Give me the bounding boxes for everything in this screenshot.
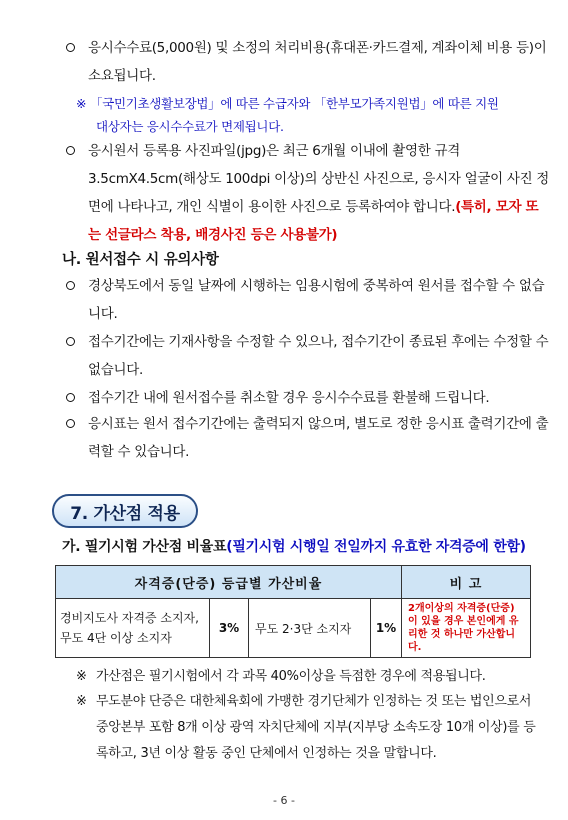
subsection-ga-title: 가. 필기시험 가산점 비율표 — [62, 539, 227, 555]
bonus-rate-table — [55, 565, 531, 658]
reference-mark-icon: ※ — [76, 694, 87, 709]
photo-bullet — [66, 137, 550, 249]
fee-exemption-note-line2: 대상자는 응시수수료가 면제됩니다. — [96, 119, 284, 134]
reference-mark-icon: ※ — [76, 96, 87, 111]
bullet-na-4: 응시표는 원서 접수기간에는 출력되지 않으며, 별도로 정한 응시표 출력기간에 출력할 수 있습니다. — [66, 410, 550, 466]
fee-exemption-note-line1: 「국민기초생활보장법」에 따른 수급자와 「한부모가족지원법」에 따른 지원 — [90, 96, 499, 111]
bullet-na-2: 접수기간에는 기재사항을 수정할 수 있으나, 접수기간이 종료된 후에는 수정할 수 없습니다. — [66, 328, 550, 384]
hollow-circle-bullet-icon — [66, 146, 75, 155]
hollow-circle-bullet-icon — [66, 393, 75, 402]
rate-3pct-cell: 3% — [210, 599, 249, 658]
table-header-row — [56, 566, 531, 599]
fee-exemption-note-cont — [96, 115, 284, 139]
bullet-na-1: 경상북도에서 동일 날짜에 시행하는 임용시험에 중복하여 원서를 접수할 수 없습니다. — [66, 272, 550, 328]
cert-3pct-cell: 경비지도사 자격증 소지자, 무도 4단 이상 소지자 — [56, 599, 210, 658]
rate-1pct-cell: 1% — [371, 599, 402, 658]
photo-bullet-text: 응시원서 등록용 사진파일(jpg)은 최근 6개월 이내에 촬영한 규격 3.5cmX4.5cm(해상도 100dpi 이상)의 상반신 사진으로, 응시자 얼굴이 사진 정면에 나타나고, 개인 식별이 용이한 사진으로 등록하여야 합니다. — [88, 143, 550, 215]
photo-warning-text: (특히, 모자 또는 선글라스 착용, 배경사진 등은 사용불가) — [88, 199, 539, 243]
footnote-1: ※ 가산점은 필기시험에서 각 과목 40%이상을 득점한 경우에 적용됩니다. — [76, 664, 546, 690]
bullet-na-3: 접수기간 내에 원서접수를 취소할 경우 응시수수료를 환불해 드립니다. — [66, 384, 550, 412]
hollow-circle-bullet-icon — [66, 281, 75, 290]
footnote-2: ※ 무도분야 단증은 대한체육회에 가맹한 경기단체가 인정하는 것 또는 법인으로서 중앙본부 포함 8개 이상 광역 자치단체에 지부(지부당 소속도장 10개 이상)를 등록하고, 3년 이상 활동 중인 단체에서 인정하는 것을 말합니다. — [76, 689, 546, 767]
subsection-ga-heading — [62, 536, 526, 556]
fee-bullet-text: 응시수수료(5,000원) 및 소정의 처리비용(휴대폰·카드결제, 계좌이체 비용 등)이 소요됩니다. — [88, 40, 547, 84]
table-header-main: 자격증(단증) 등급별 가산비율 — [56, 566, 402, 599]
reference-mark-icon: ※ — [76, 669, 87, 684]
subsection-ga-condition: (필기시험 시행일 전일까지 유효한 자격증에 한함) — [226, 539, 526, 555]
cert-1pct-cell: 무도 2·3단 소지자 — [249, 599, 371, 658]
table-row — [56, 599, 531, 658]
table-header-note: 비 고 — [402, 566, 531, 599]
hollow-circle-bullet-icon — [66, 43, 75, 52]
page-number: - 6 - — [273, 794, 295, 807]
hollow-circle-bullet-icon — [66, 337, 75, 346]
section-7-heading: 7. 가산점 적용 — [52, 494, 198, 528]
hollow-circle-bullet-icon — [66, 419, 75, 428]
section-na-heading: 나. 원서접수 시 유의사항 — [62, 252, 219, 268]
table-note-cell: 2개이상의 자격증(단증)이 있을 경우 본인에게 유리한 것 하나만 가산합니다. — [402, 599, 531, 658]
fee-bullet — [66, 34, 550, 90]
fee-exemption-note — [76, 92, 499, 116]
